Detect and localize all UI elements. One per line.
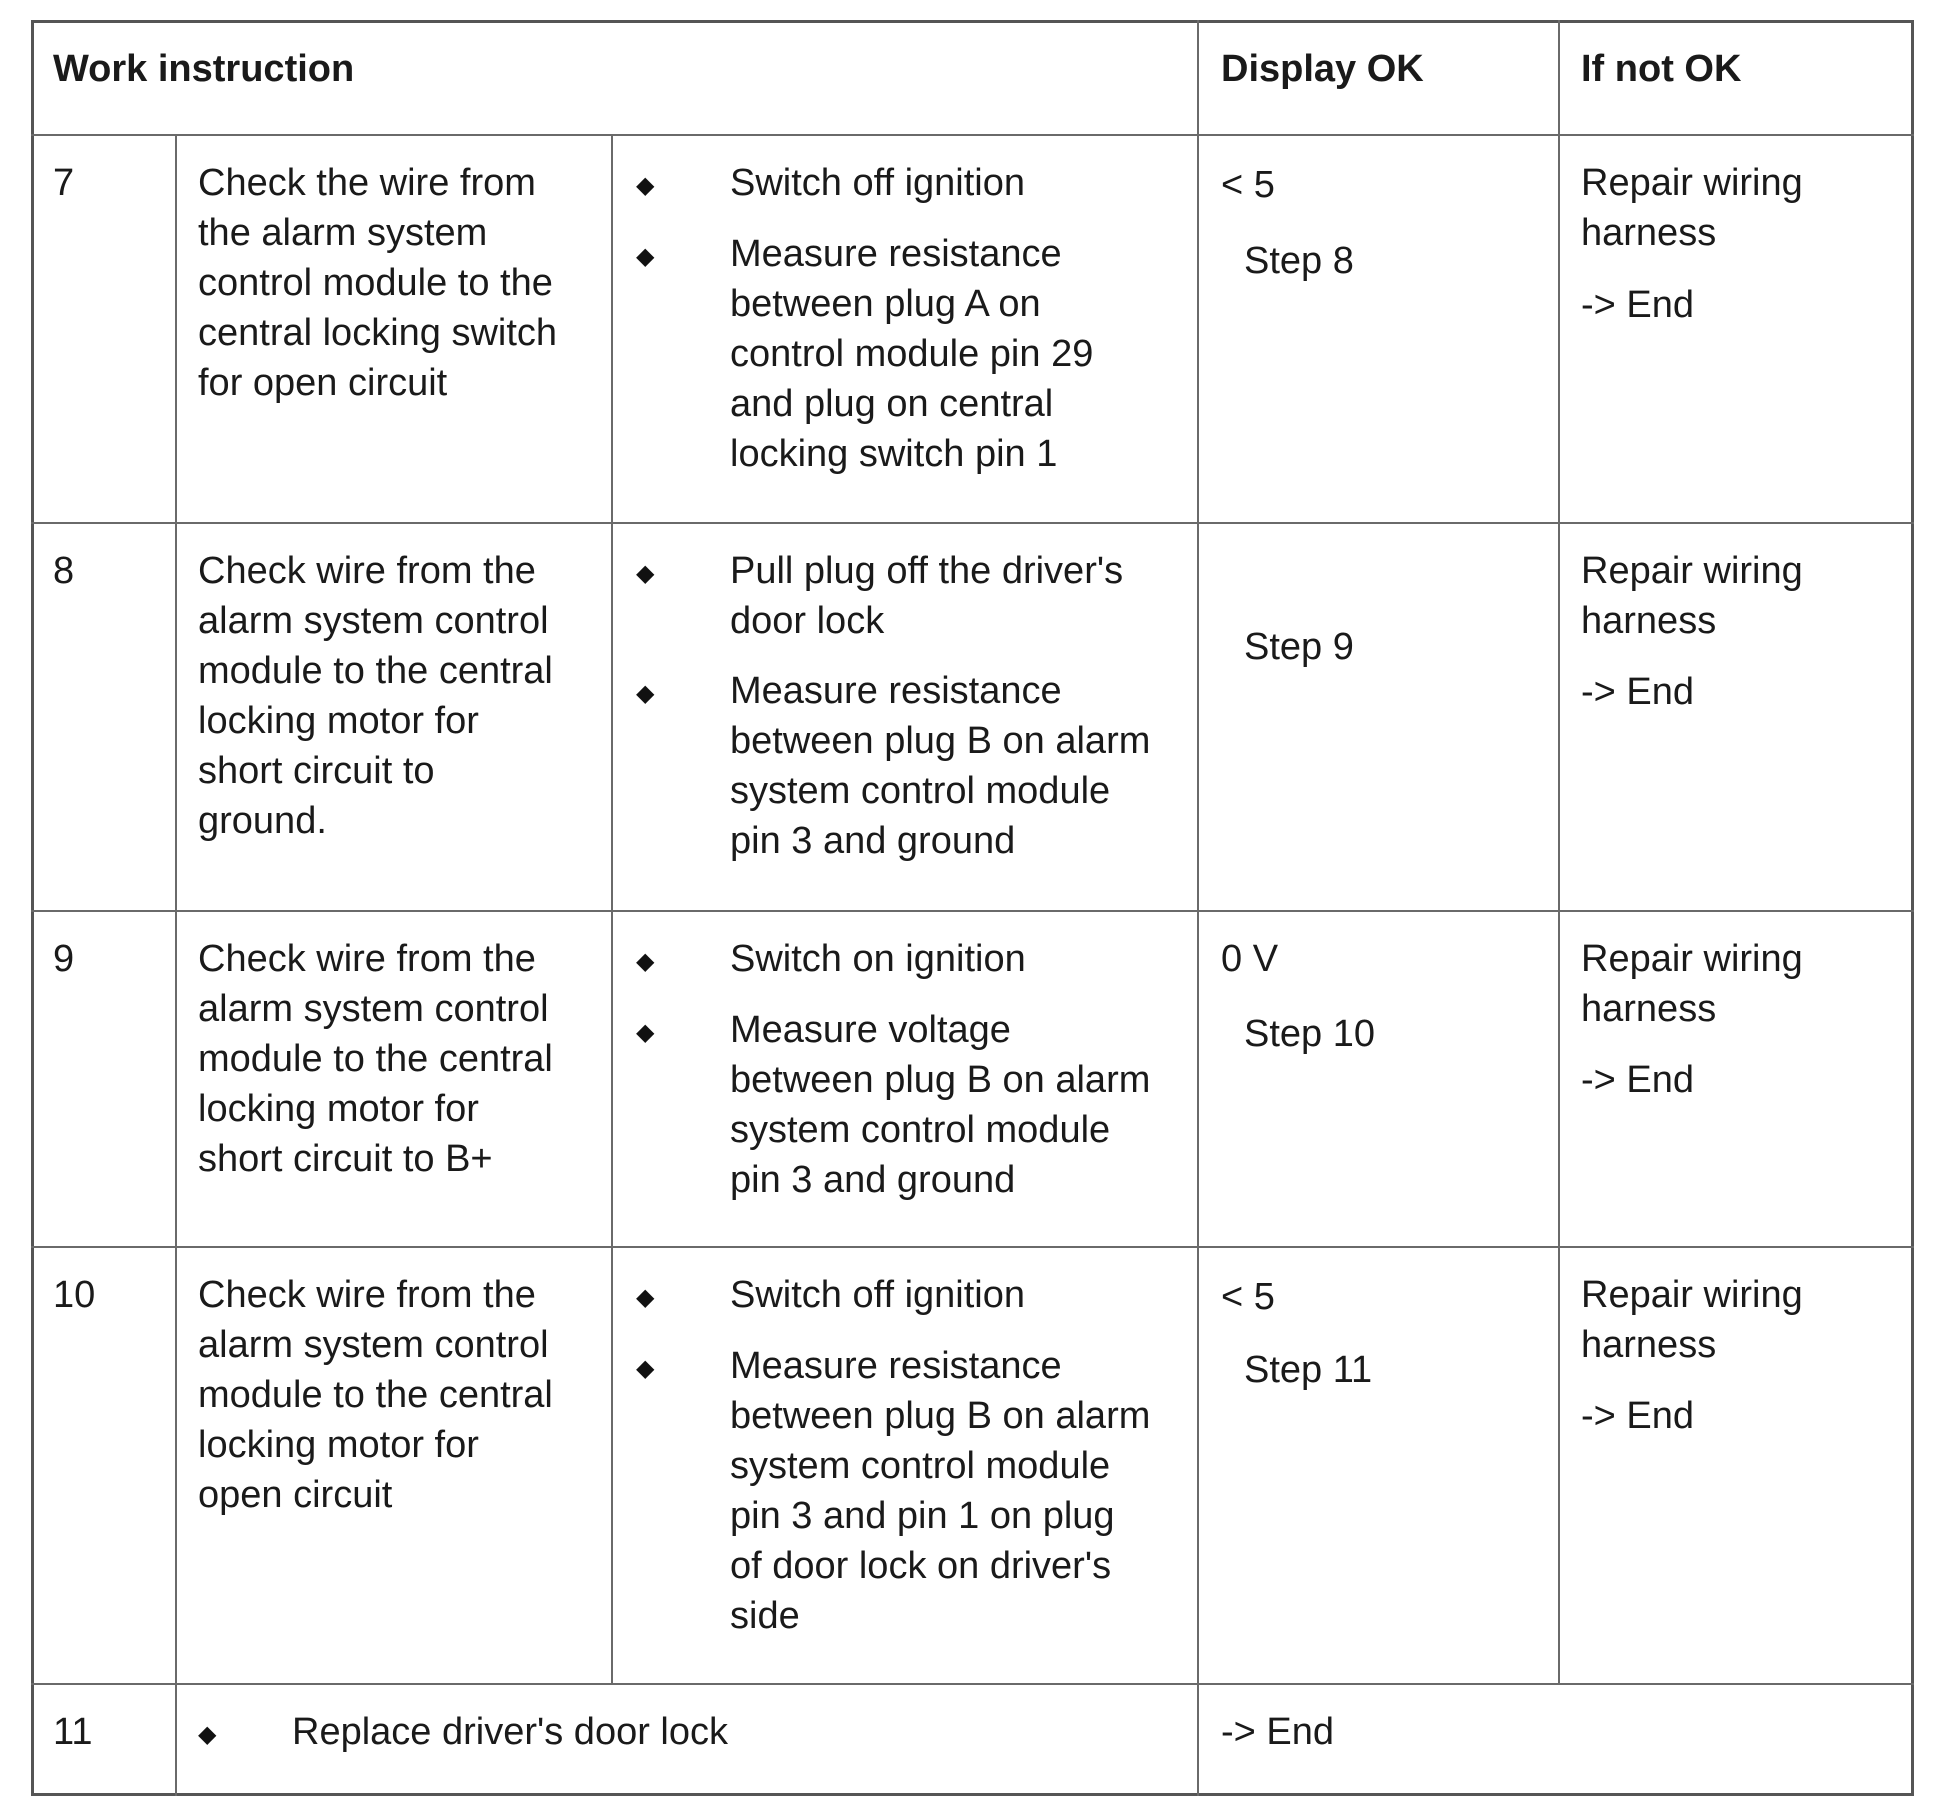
row-divider bbox=[31, 134, 1914, 136]
diamond-bullet-icon: ◆ bbox=[636, 1284, 655, 1311]
step-number: 10 bbox=[53, 1274, 96, 1316]
diamond-bullet-icon: ◆ bbox=[636, 560, 655, 587]
row-divider bbox=[31, 522, 1914, 524]
not-ok-action: harness bbox=[1581, 600, 1717, 642]
display-value: 0 V bbox=[1221, 938, 1279, 980]
action-text: Switch off ignition bbox=[730, 1274, 1026, 1316]
step-number: 8 bbox=[53, 550, 75, 592]
row-divider bbox=[31, 910, 1914, 912]
diamond-bullet-icon: ◆ bbox=[198, 1721, 217, 1748]
action-text: Switch off ignition bbox=[730, 162, 1026, 204]
display-next-step: Step 8 bbox=[1244, 240, 1354, 282]
column-divider bbox=[611, 134, 613, 1683]
not-ok-action: Repair wiring bbox=[1581, 550, 1803, 592]
diamond-bullet-icon: ◆ bbox=[636, 243, 655, 270]
header-display-ok: Display OK bbox=[1221, 48, 1424, 90]
step-number: 11 bbox=[53, 1711, 93, 1753]
header-if-not-ok: If not OK bbox=[1581, 48, 1742, 90]
column-divider bbox=[1558, 20, 1560, 1683]
row-divider bbox=[31, 1683, 1914, 1685]
header-work-instruction: Work instruction bbox=[53, 48, 355, 90]
display-next-step: Step 9 bbox=[1244, 626, 1354, 668]
not-ok-next: -> End bbox=[1581, 1395, 1695, 1437]
step-number: 9 bbox=[53, 938, 75, 980]
display-next-step: Step 10 bbox=[1244, 1013, 1375, 1055]
row-divider bbox=[31, 1246, 1914, 1248]
not-ok-action: harness bbox=[1581, 988, 1717, 1030]
display-next-step: -> End bbox=[1221, 1711, 1335, 1753]
display-next-step: Step 11 bbox=[1244, 1349, 1373, 1391]
not-ok-action: Repair wiring bbox=[1581, 1274, 1803, 1316]
not-ok-next: -> End bbox=[1581, 1059, 1695, 1101]
not-ok-action: harness bbox=[1581, 1324, 1717, 1366]
column-divider bbox=[1197, 20, 1199, 1796]
action-text: Switch on ignition bbox=[730, 938, 1026, 980]
not-ok-action: harness bbox=[1581, 212, 1717, 254]
column-divider bbox=[175, 134, 177, 1796]
display-value: < 5 bbox=[1221, 1276, 1275, 1318]
diamond-bullet-icon: ◆ bbox=[636, 172, 655, 199]
action-text: Replace driver's door lock bbox=[292, 1711, 728, 1753]
not-ok-action: Repair wiring bbox=[1581, 938, 1803, 980]
step-number: 7 bbox=[53, 162, 75, 204]
diamond-bullet-icon: ◆ bbox=[636, 1355, 655, 1382]
not-ok-next: -> End bbox=[1581, 671, 1695, 713]
not-ok-next: -> End bbox=[1581, 284, 1695, 326]
display-value: < 5 bbox=[1221, 164, 1275, 206]
not-ok-action: Repair wiring bbox=[1581, 162, 1803, 204]
diamond-bullet-icon: ◆ bbox=[636, 1019, 655, 1046]
diamond-bullet-icon: ◆ bbox=[636, 680, 655, 707]
diamond-bullet-icon: ◆ bbox=[636, 948, 655, 975]
